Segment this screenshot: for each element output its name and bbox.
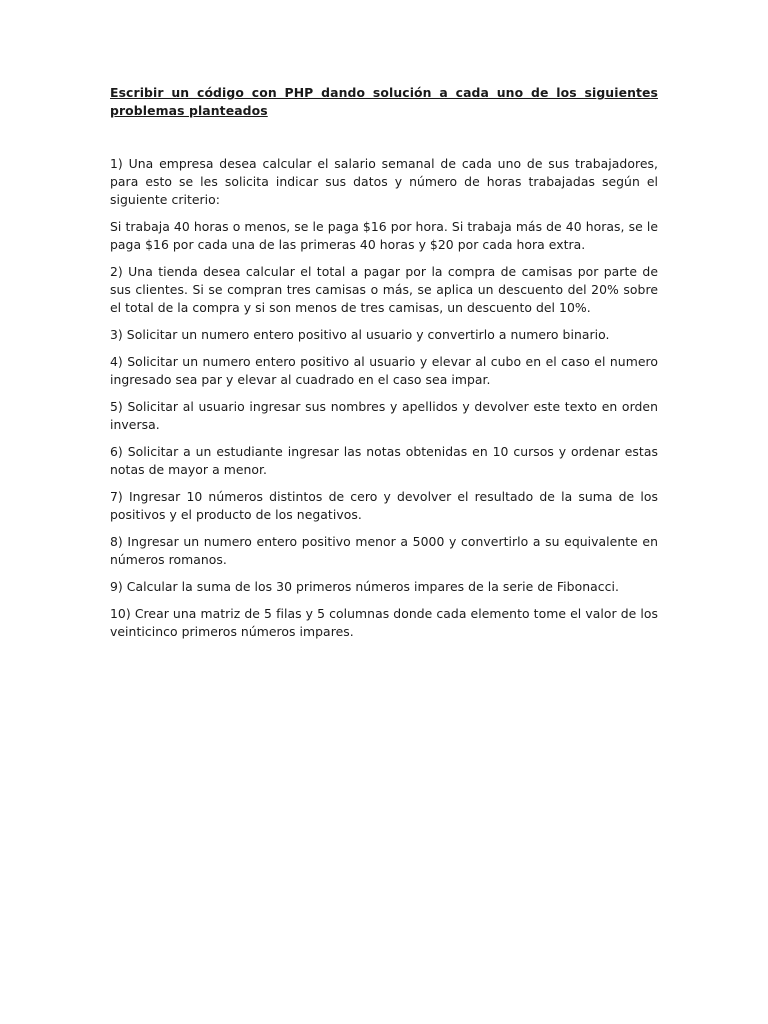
problem-10-text: 10) Crear una matriz de 5 filas y 5 columnas donde cada elemento tome el valor de los veinticinco primeros números impares. bbox=[110, 606, 658, 639]
problem-1-text: 1) Una empresa desea calcular el salario semanal de cada uno de sus trabajadores, para esto se les solicita indicar sus datos y número de horas trabajadas según el siguiente criterio: bbox=[110, 156, 658, 207]
problem-2-text: 2) Una tienda desea calcular el total a pagar por la compra de camisas por parte de sus clientes. Si se compran tres camisas o más, se aplica un descuento del 20% sobre el total de la compra y si son menos de tres camisas, un descuento del 10%. bbox=[110, 264, 658, 315]
problem-3-text: 3) Solicitar un numero entero positivo al usuario y convertirlo a numero binario. bbox=[110, 327, 610, 342]
problem-6-text: 6) Solicitar a un estudiante ingresar las notas obtenidas en 10 cursos y ordenar estas notas de mayor a menor. bbox=[110, 444, 658, 477]
problem-4-text: 4) Solicitar un numero entero positivo al usuario y elevar al cubo en el caso el numero ingresado sea par y elevar al cuadrado en el caso sea impar. bbox=[110, 354, 658, 387]
problem-1-criteria: Si trabaja 40 horas o menos, se le paga $16 por hora. Si trabaja más de 40 horas, se le paga $16 por cada una de las primeras 40 horas y $20 por cada hora extra. bbox=[110, 219, 658, 252]
problem-5-text: 5) Solicitar al usuario ingresar sus nombres y apellidos y devolver este texto en orden inversa. bbox=[110, 399, 658, 432]
problem-9-text: 9) Calcular la suma de los 30 primeros números impares de la serie de Fibonacci. bbox=[110, 579, 619, 594]
problem-8-text: 8) Ingresar un numero entero positivo menor a 5000 y convertirlo a su equivalente en números romanos. bbox=[110, 534, 658, 567]
document-title: Escribir un código con PHP dando solución a cada uno de los siguientes problemas planteados bbox=[110, 85, 658, 118]
document-page bbox=[110, 84, 658, 650]
problem-7-text: 7) Ingresar 10 números distintos de cero y devolver el resultado de la suma de los positivos y el producto de los negativos. bbox=[110, 489, 658, 522]
